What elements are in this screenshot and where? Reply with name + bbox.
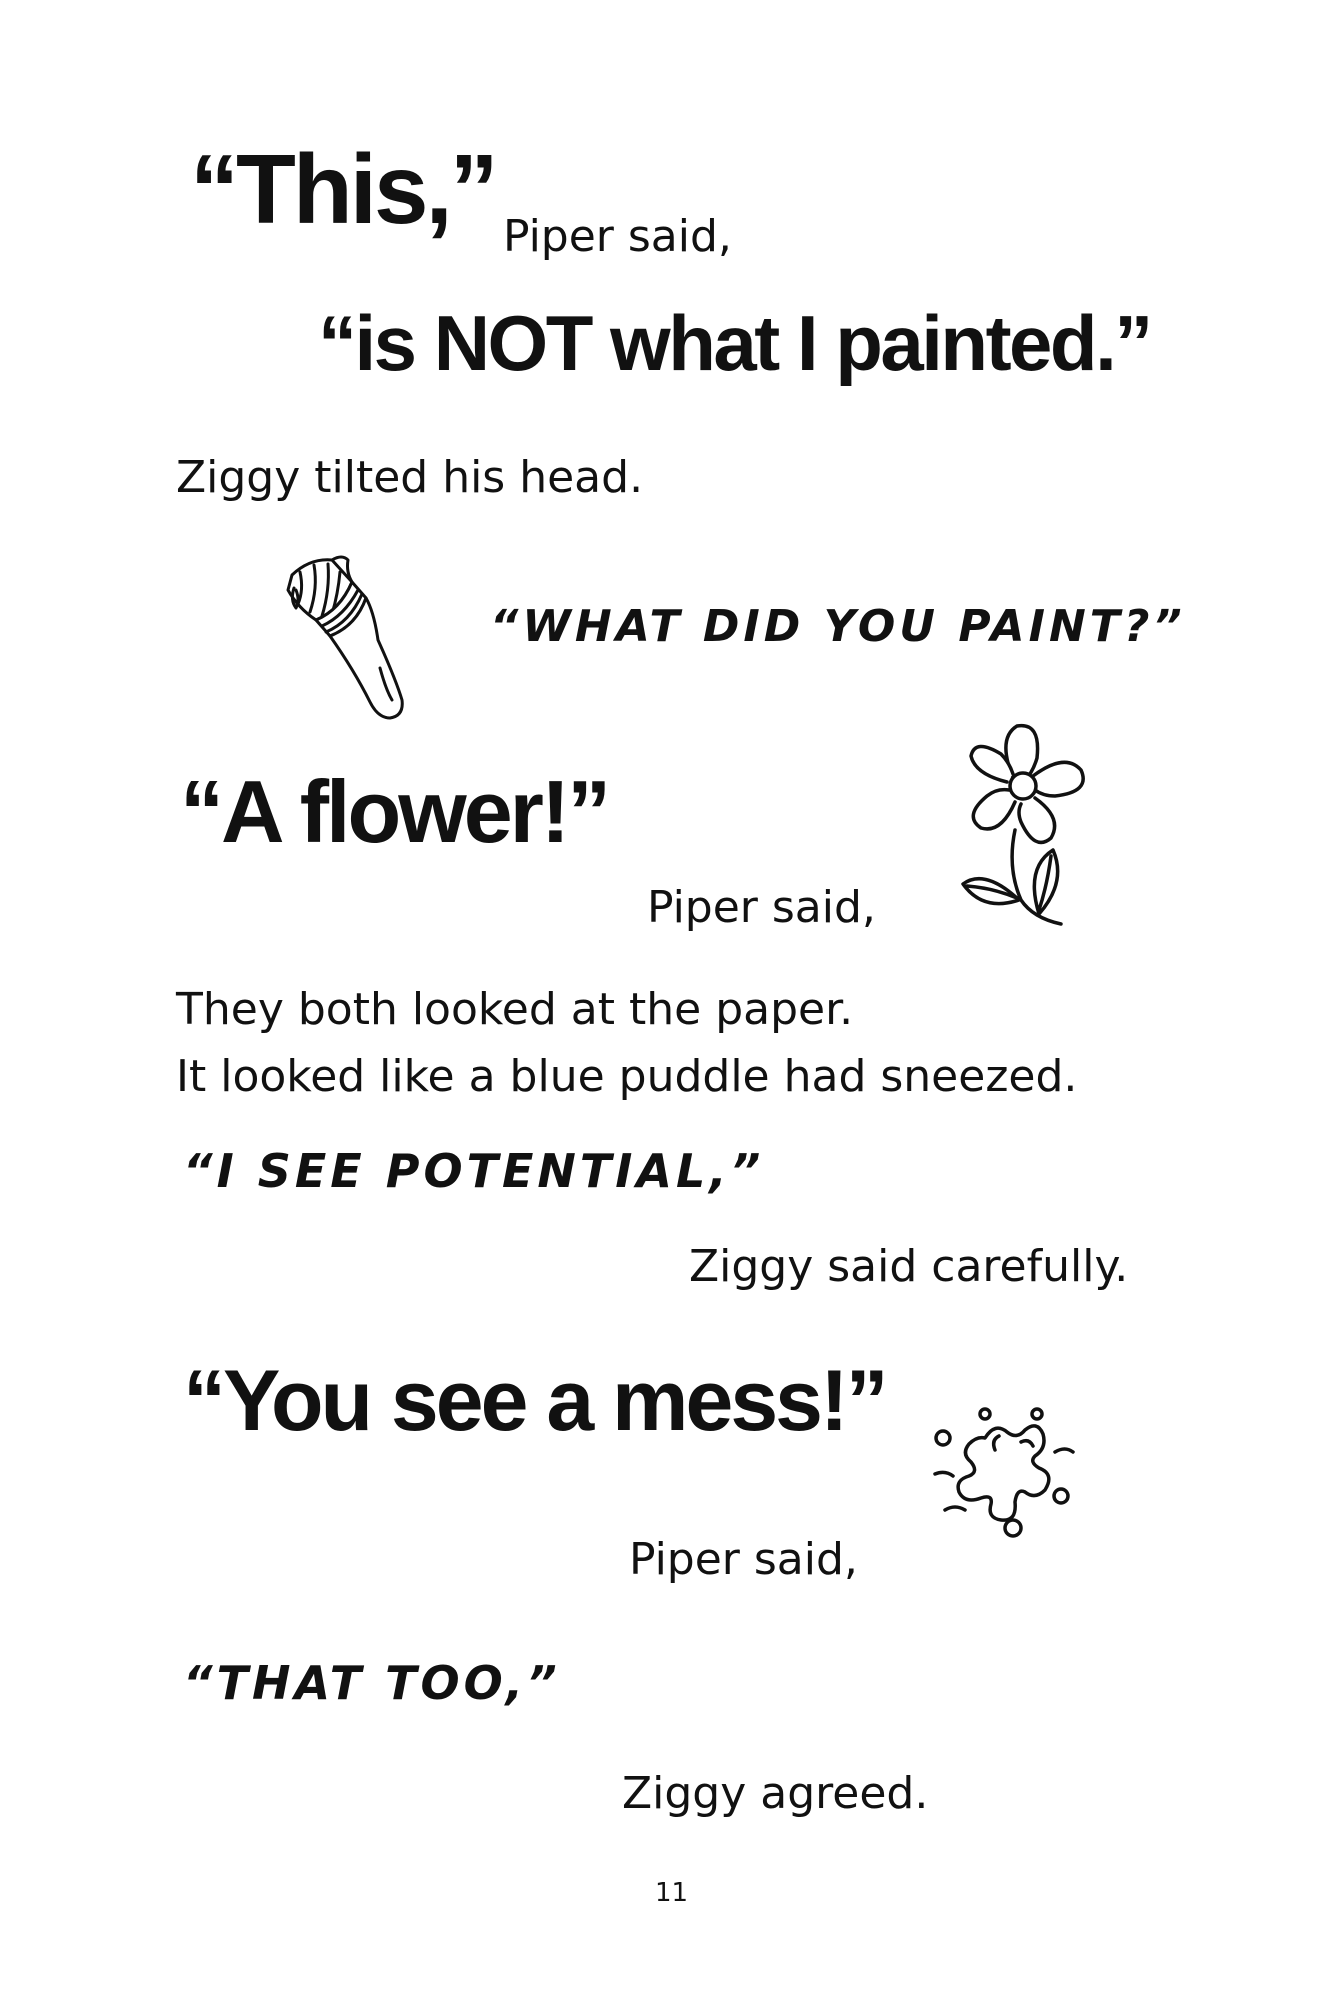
quote-a-flower: “A flower!” <box>180 762 609 861</box>
speaker-tag-piper-2: Piper said, <box>647 882 876 933</box>
speaker-tag-piper-1: Piper said, <box>503 211 732 262</box>
page-number: 11 <box>655 1878 689 1908</box>
quote-i-see-potential: “I SEE POTENTIAL,” <box>183 1144 765 1198</box>
paintbrush-icon <box>270 550 420 725</box>
narration-ziggy-tilted: Ziggy tilted his head. <box>176 452 644 503</box>
speaker-tag-ziggy-agreed: Ziggy agreed. <box>622 1768 929 1819</box>
narration-blue-puddle: It looked like a blue puddle had sneezed. <box>176 1051 1078 1102</box>
flower-icon <box>955 718 1095 930</box>
paint-splat-icon <box>925 1400 1080 1540</box>
quote-that-too: “THAT TOO,” <box>183 1656 561 1710</box>
narration-looked-at-paper: They both looked at the paper. <box>176 984 854 1035</box>
speaker-tag-ziggy-carefully: Ziggy said carefully. <box>689 1241 1129 1292</box>
quote-not-what-i-painted: “is NOT what I painted.” <box>318 299 1151 387</box>
quote-this: “This,” <box>190 134 496 244</box>
speaker-tag-piper-3: Piper said, <box>629 1534 858 1585</box>
quote-you-see-a-mess: “You see a mess!” <box>183 1353 886 1449</box>
quote-what-did-you-paint: “WHAT DID YOU PAINT?” <box>490 601 1186 652</box>
